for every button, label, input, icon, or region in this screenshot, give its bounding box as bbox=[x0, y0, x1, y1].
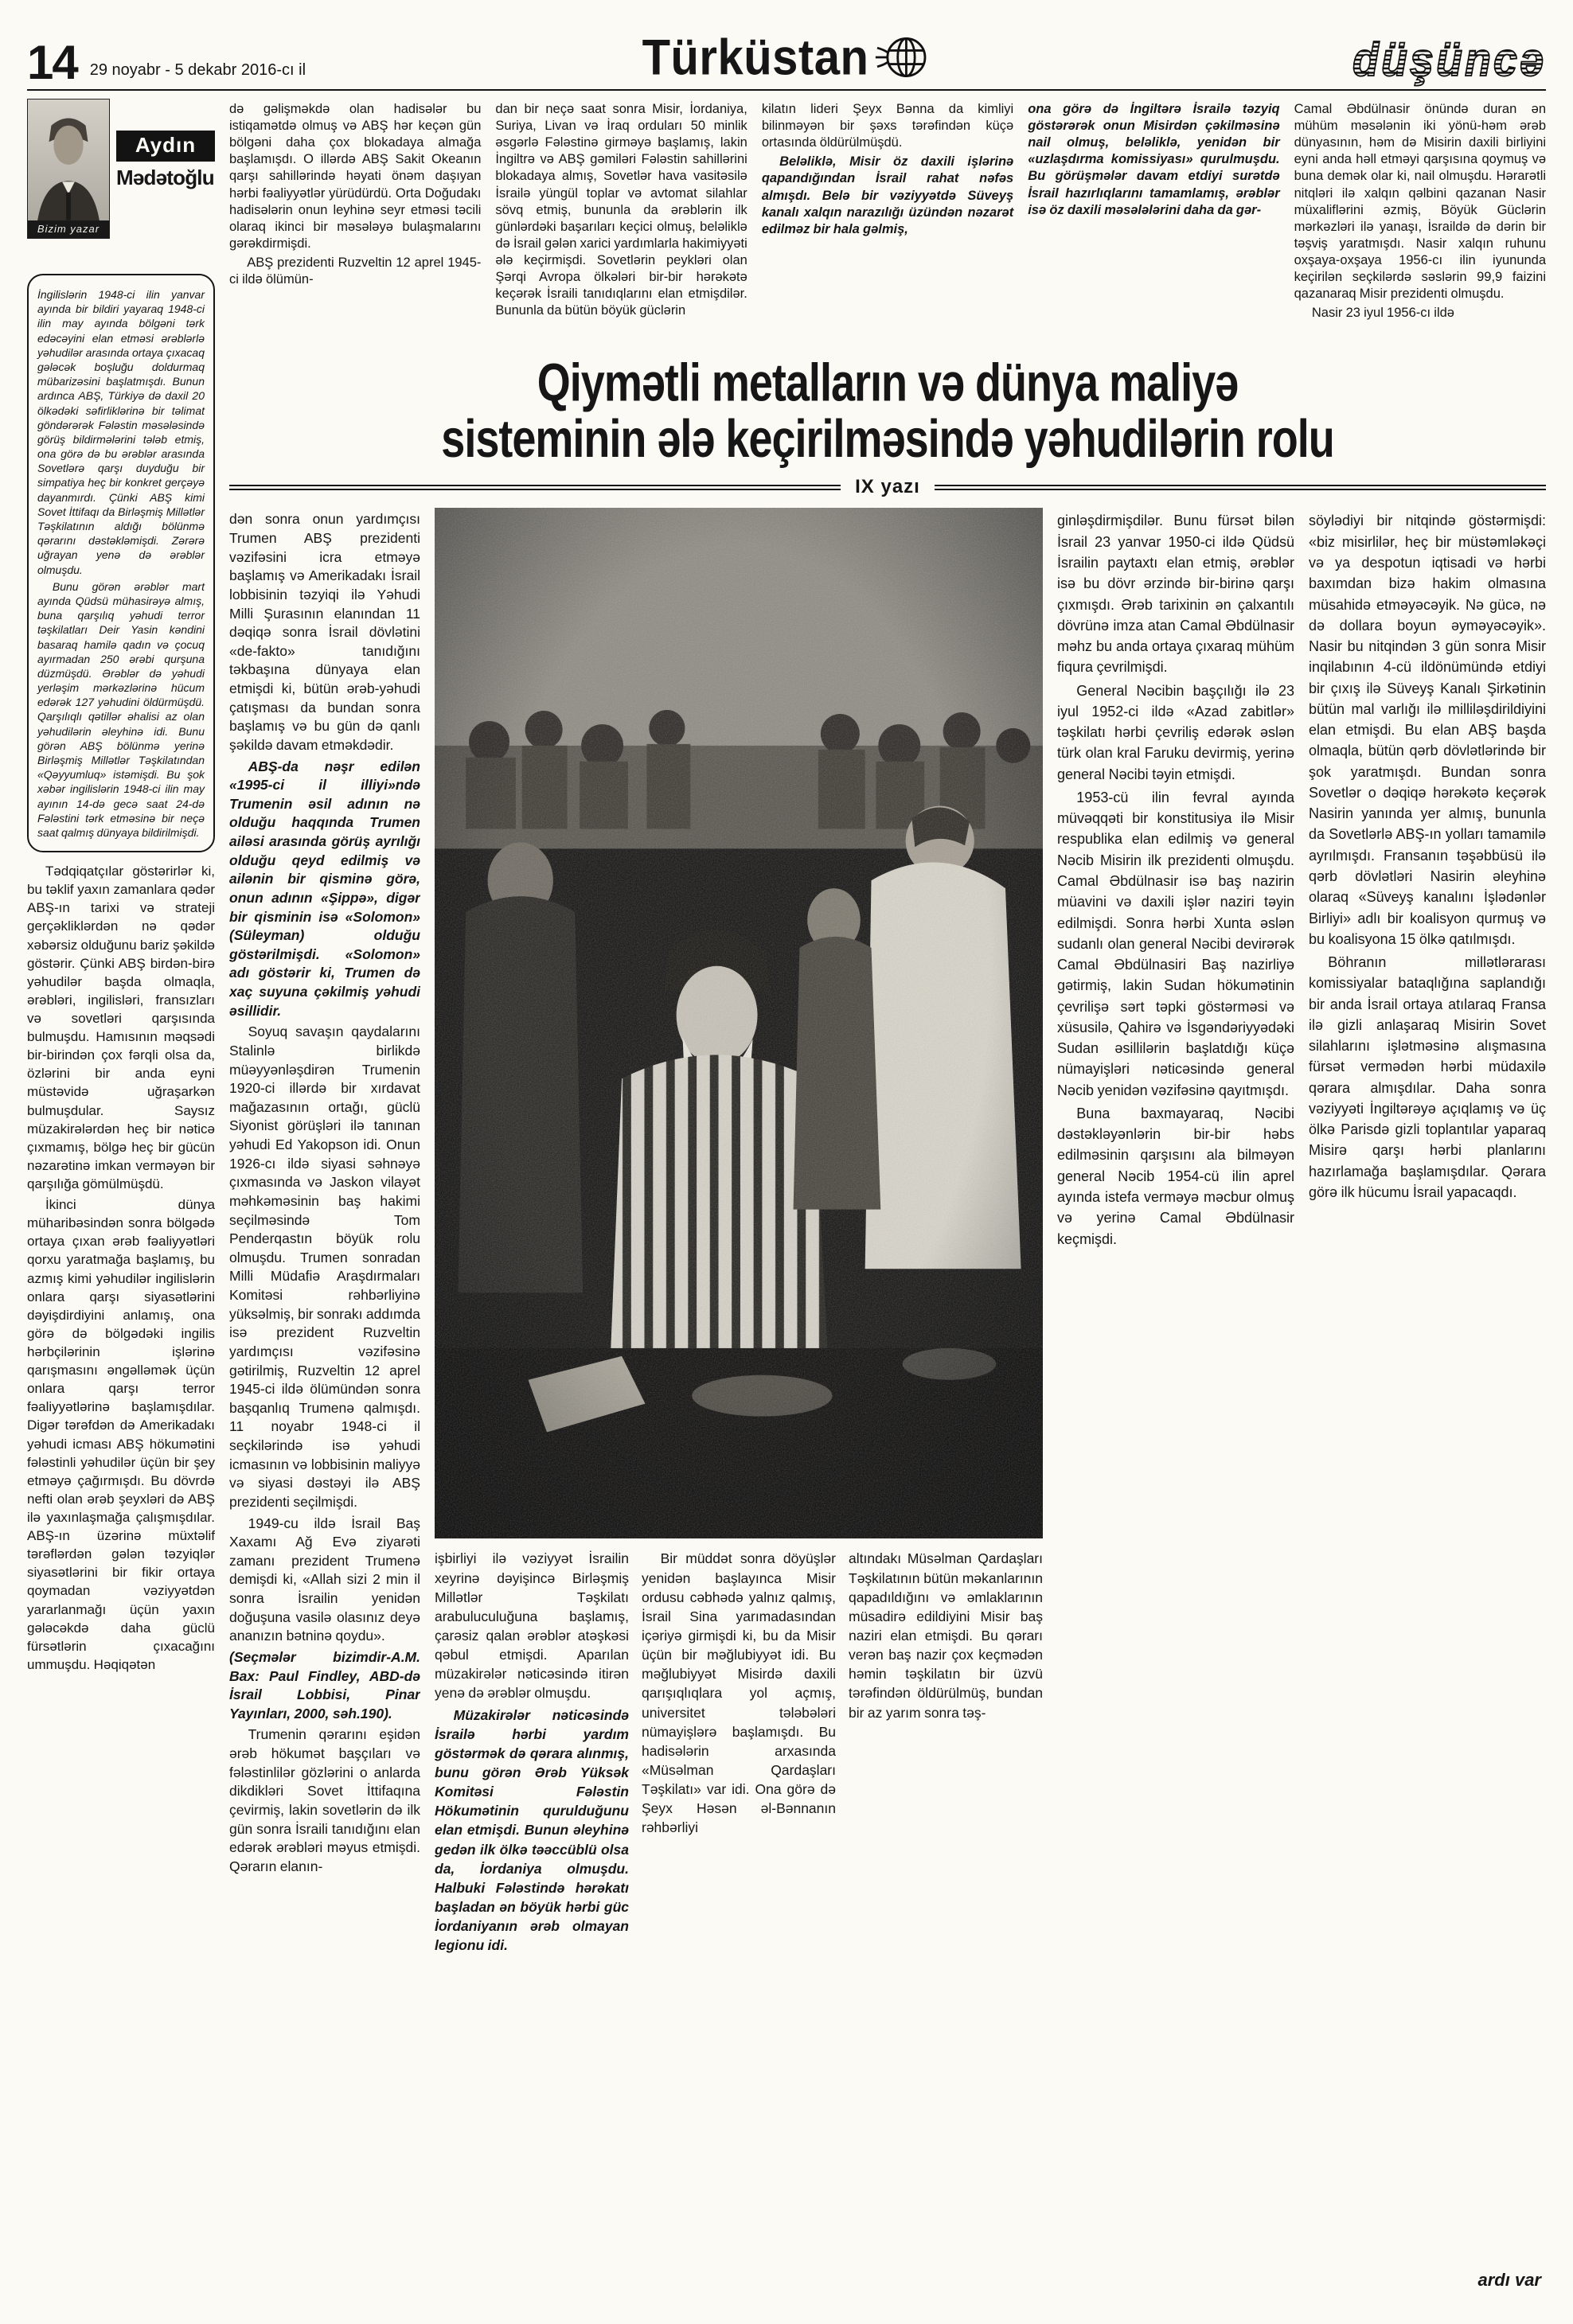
paragraph: Nasir 23 iyul 1956-cı ildə bbox=[1311, 306, 1454, 321]
main-area bbox=[229, 99, 1546, 2292]
paragraph: söylədiyi bir nitqində göstərmişdi: «biz misirlilər, heç bir müstəmləkəçi və ya despotun iqtisadi və hərbi baxımdan bizə hakim olmasına müsahidə etməyəcəyik. Nə gücə, nə də dollara boyun əyməyəcəyik». Nasir bu nitqindən 3 gün sonra Misir inqilabının 4-cü ildönümündə etdiyi bir çıxış ilə Süveyş Kanalı Şirkətinin bütün mal varlığı ilə milliləşdirildiyini elan etmişdi. Bu elan ABŞ başda olmaqla, bütün qərb dövlətlərində bir şok yaratmışdı. Bundan sonra Sovetlər o dəqiqə hərəkətə keçərək Nasirin yanında yer almış, bununla da Sovetlərlə ABŞ-ın yolları tamamilə ayrılmışdı. Fransanın təşəbbüsü ilə qərb dövlətləri Nasirin əleyhinə olaraq «Süveyş kanalını İşlədənlər Birliyi» adlı bir koalisyon qurmuş və bu koalisyona 15 ölkə qatılmışdı. bbox=[1309, 513, 1546, 947]
paragraph: Bir müddət sonra döyüşlər yenidən başlayınca Misir ordusu cəbhədə yalnız qalmış, İsrail Sina yarımadasından içəriyə girmişdi ki, bu da Misir üçün bir məğlubiyyət idi. Bu məğlubiyyət Misirdə daxili qarışıqlıqlara yol açmış, universitet tələbələri nümayişlərə başlamışdı. Bu hadisələrin arxasında «Müsəlman Qardaşları Təşkilatı» var idi. Ona görə də Şeyx Həsən əl-Bənnanın rəhbərliyi bbox=[642, 1550, 836, 1836]
page-body bbox=[27, 99, 1546, 2292]
paragraph: Soyuq savaşın qaydalarını Stalinlə birlikdə müəyyənləşdirən Trumenin 1920-ci illərdə bir xırdavat mağazasının ortağı, güclü Siyonist görüşləri ilə tanınan yəhudi Ed Yakopson idi. Onun 1926-cı ildə siyasi səhnəyə çıxmasında və Jaskon vilayət məhkəməsinin baş hakimi seçilməsində Tom Penderqastın böyük rolu olmuşdu. Trumen sonradan Milli Müdafiə Araşdırmaları Komitəsi rəhbərliyinə yüksəlmiş, bir sonrakı addımda isə prezident Ruzveltin yardımçısı vəzifəsinə gətirilmiş, Ruzveltin 12 aprel 1945-ci ildə ölümündən sonra başqanlıq Trumenə qalmışdı. 11 noyabr 1948-ci il seçkilərində isə yəhudi icmasının və lobbisinin maliyyə və siyasi dəstəyi ilə ABŞ prezidenti seçilmişdi. bbox=[229, 1024, 420, 1510]
paragraph: işbirliyi ilə vəziyyət İsrailin xeyrinə dəyişincə Birləşmiş Millətlər Təşkilatı arabuluculuğuna başlamış, çarəsiz qalan ərəblər atəşkəsi qəbul etmişdi. Aparılan müzakirələr nəticəsində itirən yenə də ərəblər olmuşdu. bbox=[435, 1550, 629, 1702]
issue-date: 29 noyabr - 5 dekabr 2016-cı il bbox=[89, 61, 306, 79]
center-block bbox=[435, 508, 1043, 2292]
body-column-right-2 bbox=[1309, 508, 1546, 2292]
top-column-3 bbox=[762, 99, 1013, 349]
author-photo bbox=[27, 99, 110, 239]
paragraph: Buna baxmayaraq, Nəcibi dəstəkləyənlərin bir-bir həbs edilməsinin qarşısını ala bilməyən general Nəcib 1954-cü ilin aprel ayında istefa verməyə məcbur olmuş və yerinə Camal Əbdülnasir keçmişdi. bbox=[1057, 1105, 1294, 1247]
below-photo-column-2 bbox=[642, 1546, 836, 2292]
paragraph: kilatın lideri Şeyx Bənna da kimliyi bilinməyən bir şəxs tərəfindən küçə ortasında öldürülmüşdü. bbox=[761, 102, 1014, 150]
series-label: IX yazı bbox=[855, 476, 920, 498]
article-photo bbox=[435, 508, 1043, 1538]
author-photo-caption: Bizim yazar bbox=[28, 220, 109, 238]
below-photo-column-1 bbox=[435, 1546, 629, 2292]
top-column-1 bbox=[229, 99, 481, 349]
paragraph: ABŞ prezidenti Ruzveltin 12 aprel 1945-ci ildə ölümün- bbox=[229, 255, 482, 287]
kicker-rule-left bbox=[229, 485, 841, 490]
paragraph: ginləşdirmişdilər. Bunu fürsət bilən İsrail 23 yanvar 1950-ci ildə Qüdsü İsrailin paytaxtı elan etmiş, ərəblər isə bu dövr ərzində bir-birinə qarşı çıxmışdı. Ərəb tarixinin ən çalxantılı dövrünə imza atan Camal Əbdülnasir məhz bu anda ortaya çıxaraq mühüm fiqura çevrilmişdi. bbox=[1057, 513, 1294, 676]
below-photo-band bbox=[435, 1546, 1043, 2292]
paragraph: Beləliklə, Misir öz daxili işlərinə qapandığından İsrail rahat nəfəs almışdı. Belə bir vəziyyətdə Süveyş kanalı xalqın narazılığı üzündən nəzarət edilməz bir hala gəlmiş, bbox=[761, 154, 1014, 236]
globe-logo-icon bbox=[872, 33, 931, 81]
author-last-name: Mədətoğlu bbox=[116, 166, 214, 189]
author-first-name: Aydın bbox=[116, 131, 215, 162]
paragraph: dan bir neçə saat sonra Misir, İordaniya, Suriya, Livan və İraq orduları 50 minlik əsgərlə Fələstinə girməyə başlamış, lakin İngiltrə və ABŞ gəmiləri Fələstin sahillərini blokadaya almış, Sovetlər hava vasitəsilə İsrailə yüngül toplar və avtomat silahlar sövq etmiş, bununla da ərəblərin ilk günlərdəki başarıları keçici olmuş, beləliklə də İsrail gələn xarici yardımlarla hakimiyyəti ələ keçirmişdi. Sovetlərin peykləri olan Şərqi Avropa ölkələri bir-bir hərəkətə keçərək İsraili tanıdıqlarını elan etmişdilər. Bununla da bütün böyük güclərin bbox=[495, 102, 747, 318]
body-column-right-1 bbox=[1057, 508, 1294, 2292]
kicker-row bbox=[229, 476, 1546, 498]
top-column-4 bbox=[1028, 99, 1279, 349]
section-label: düşüncə bbox=[1352, 33, 1546, 86]
section-label-block bbox=[1204, 35, 1546, 84]
page-number-block bbox=[27, 36, 369, 89]
body-column-right-2-text bbox=[1309, 508, 1546, 1203]
paragraph: 1953-cü ilin fevral ayında müvəqqəti bir konstitusiya ilə Misir respublika elan edilmiş və general Nəcib Misirin ilk prezidenti olmuşdu. Camal Əbdülnasir isə baş nazirin müavini və daxili işlər naziri təyin edilmişdi. Sonra hərbi Xunta əslən sudanlı olan general Nəcibi devirərək Camal Əbdülnasiri Baş nazirliyə gətirmiş, lakin Sudan hökumətinin çevrilişə sərt təpki göstərməsi və xüsusilə, Qahirə və İsgəndəriyyədəki Sudan əsillilərin başlatdığı küçə nümayişləri nəticəsində general Nəcib yenidən vəzifəsinə qayıtmışdı. bbox=[1057, 789, 1294, 1098]
headline-line-1: Qiymətli metalların və dünya maliyə bbox=[537, 353, 1239, 413]
author-card bbox=[27, 99, 215, 267]
intro-box bbox=[27, 274, 215, 852]
top-text-band bbox=[229, 99, 1546, 349]
body-column-left bbox=[229, 508, 420, 2292]
paragraph: ona görə də İngiltərə İsrailə təzyiq göstərərək onun Misirdən çəkilməsinə nail olmuş, beləliklə, yenidən bir «uzlaşdırma komissiyası» qurulmuşdu. Bu görüşmələr davam etdiyi surətdə İsrail hazırlıqlarını tamamlamış, ərəblər isə öz daxili məsələlərini daha da gər- bbox=[1028, 102, 1280, 217]
paragraph: General Nəcibin başçılığı ilə 23 iyul 1952-ci ildə «Azad zabitlər» təşkilatı hərbi çevriliş edərək əslən türk olan kral Faruku devirmiş, yerinə general Nəcibi təyin etmişdi. bbox=[1057, 682, 1294, 782]
paragraph: Müzakirələr nəticəsində İsrailə hərbi yardım göstərmək də qərara alınmış, bunu görən Ərəb Yüksək Komitəsi Fələstin Hökumətinin qurulduğunu elan etmişdi. Bunun əleyhinə gedən ilk ölkə təəccüblü olsa da, İordaniya olmuşdu. Halbuki Fələstində hərəkatı başladan ən böyük hərbi güc İordaniyanın ərəb olmayan legionu idi. bbox=[435, 1706, 629, 1954]
masthead-title: Türküstan bbox=[642, 29, 869, 86]
article-body bbox=[229, 508, 1546, 2292]
paragraph: İkinci dünya müharibəsindən sonra bölgədə ortaya çıxan ərəb fəaliyyətləri qorxu yaratmağa başlamış, bu azmış kimi yəhudilər ingilislərin onlara qarşı siyasətlərini dəyişdirdiyini anlamış, ona görə də bölgədəki ingilis hərbçilərinin işlərinə qarışmasını əngəlləmək üçün onlara qarşı terror fəaliyyətlərinə başlamışdılar. Digər tərəfdən də Amerikadakı yəhudi icması ABŞ hökumətini fələstinli yəhudilər üçün bir şey etməyə çağırmışdı. Bu dövrdə nefti olan ərəb şeyxləri də ABŞ ilə yaxınlaşmağa çalışmışdılar. ABŞ-ın üzərinə müxtəlif tərəflərdən gələn təzyiqlər siyasətlərini bir fikir ortaya qoymadan vəziyyətdən yararlanmağı üçün yaxın gələcəkdə daha güclü fürsətlərin çıxacağını ummuşdu. Həqiqətən bbox=[27, 1197, 215, 1672]
top-column-5 bbox=[1294, 99, 1546, 349]
paragraph: Camal Əbdülnasir önündə duran ən mühüm məsələnin iki yönü-həm ərəb dünyasının, həm də Misirin daxili birliyini eyni anda həll etməyi qarşısına qoymuş və buna demək olar ki, nail olmuşdu. Hərarətli nitqləri ilə xalqın qəlbini qazanan Nasir müxaliflərini əzmiş, Böyük Güclərin mərkəzləri ilə yanaşı, İsraildə də dərin bir təşviş yaratmışdı. Nasir xalqın ruhunu oxşaya-oxşaya 1956-cı ilin iyununda keçirilən seçkilərdə səslərin 99,9 faizini qazanaraq Misir prezidenti olmuşdu. bbox=[1294, 102, 1546, 302]
paragraph: Tədqiqatçılar göstərirlər ki, bu təklif yaxın zamanlara qədər ABŞ-ın tarixi və strateji gerçəkliklərdən nə qədər xəbərsiz olduğunu bariz şəkildə göstərir. Çünki ABŞ birdən-birə yəhudilər başda olmaqla, ərəbləri, ingilisləri, fransızları və sovetləri qarşısında bulmuşdu. Hamısının məqsədi bir-birindən çox fərqli olsa da, özlərini bir anda eyni müstəvidə uğraşarkən bulmuşdular. Saysız müzakirələrdən heç bir nəticə çıxmamış, bölgə heç bir gücün nəzarətinə imkan verməyən bir qarşılığa gömülmüşdü. bbox=[27, 864, 215, 1191]
left-column-text bbox=[27, 862, 215, 1674]
paragraph: 1949-cu ildə İsrail Baş Xaxamı Ağ Evə ziyarəti zamanı prezident Trumenə demişdi ki, «Allah sizi 2 min il sonra İsrailin yenidən doğuşuna vasilə olasınız deyə ananızın bətninə qoydu». bbox=[229, 1515, 420, 1644]
page-header bbox=[27, 19, 1546, 89]
left-column bbox=[27, 99, 215, 2292]
headline-line-2: sisteminin ələ keçirilməsində yəhudilərin rolu bbox=[441, 409, 1334, 470]
paragraph: Trumenin qərarını eşidən ərəb hökumət başçıları və fələstinlilər gözlərini o anlarda dikdikləri Sovet İttifaqına çevirmiş, lakin sovetlərin də ilk gün sonra İsraili tanıdığını elan edərək ərəbləri məyus etmişdi. Qərarın elanın- bbox=[229, 1726, 420, 1874]
page-number: 14 bbox=[27, 36, 77, 89]
paragraph: altındakı Müsəlman Qardaşları Təşkilatının bütün məkanlarının qapadıldığını və əmlaklarının müsadirə edildiyini Misir baş naziri elan etmişdi. Bu qərarı verən baş nazir çox keçmədən həmin təşkilatın bir üzvü tərəfindən öldürülmüş, bundan bir az yarım sonra təş- bbox=[849, 1550, 1043, 1721]
article-headline bbox=[229, 355, 1546, 468]
author-name bbox=[116, 99, 215, 267]
paragraph: də gəlişməkdə olan hadisələr bu istiqamətdə olmuş və ABŞ hər keçən gün bölgəni daha çox blokadaya almağa başlamışdı. O illərdə ABŞ Sakit Okeanın qarşı sahillərində həyati önəm daşıyan hərbi fəaliyyətlər yürüdürdü. Orta Doğudakı hadisələrin onun leyhinə seyr etməsi təcili olaraq ikinci bir məsələyə bulaşmalarını gərəkdirmişdi. bbox=[229, 102, 482, 251]
paragraph: İngilislərin 1948-ci ilin yanvar ayında bir bildiri yayaraq 1948-ci ilin may ayında bölgəni tərk edəcəyini elan etməsi ərəblərlə yəhudilər arasında ortaya çıxacaq gələcək boşluğu doldurmaq mübarizəsini başlatmışdı. Bunun ardınca ABŞ, Türkiyə də daxil 20 ölkədəki səfirliklərinə bir təlimat göndərərək Fələstin məsələsində görüş bildirmələrini tələb etmiş, ona görə də bu ərəblər arasında Sovetlərə qarşı duyduğu bir simpatiya heç bir konkret gerçəyə dayanmırdı. Çünki ABŞ kimi Sovet İttifaqı da Birləşmiş Millətlər Təşkilatının aldığı bölünmə qərarını dəstəkləmişdi. Zərərə uğrayan yenə də ərəblər olmuşdu. bbox=[37, 288, 205, 576]
headline-block bbox=[229, 349, 1546, 500]
paragraph: ABŞ-da nəşr edilən «1995-ci il illiyi»ndə Trumenin əsil adının nə olduğu haqqında Trumen ailəsi arasında görüş ayrılığı olduğu qeyd edilmiş və ailənin bir qisminə görə, onun adının «Şippə», digər bir qisminin isə «Solomon» (Süleyman) olduğu göstərilmişdi. «Solomon» adı göstərir ki, Trumen də xaç suyuna çəkilmiş yəhudi əsillidir. bbox=[229, 758, 420, 1019]
to-be-continued-label: ardı var bbox=[1477, 2270, 1541, 2290]
paragraph: Bunu görən ərəblər mart ayında Qüdsü mühasirəyə almış, buna qarşılıq yəhudi terror təşkilatları Deir Yasin kəndini basaraq hamilə qadın və çocuq ayırmadan 250 ərəbi qurşuna düzmüşdü. Ərəblər də yəhudi yerləşim mərkəzlərinə hücum edərək 127 yəhudini öldürmüşdü. Qarşılıqlı qətillər əhalisi az olan yəhudilərin əleyhinə idi. Bunu görən ABŞ bölünmə yerinə Birləşmiş Millətlər Təşkilatından «Qəyyumluq» istəmişdi. Bu şok xəbər ingilislərin 1948-ci ilin may ayının 14-də gecə saat 24-də Fələstini tərk etməsinə bir neçə saat qalmış dünyaya bildirilmişdi. bbox=[37, 579, 205, 839]
paragraph: Böhranın millətlərarası komissiyalar bataqlığına saplandığı bir anda İsrail ortaya atılaraq Fransa ilə gizli anlaşaraq Misirin Sovet silahlarını işlətməsinə alışmasına fürsət vermədən hərbi müdaxilə qərara almışdılar. Daha sonra vəziyyəti İngiltərəyə açıqlamış və üç ölkə Parisdə gizli toplantılar yaparaq Misirə qarşı hərbi planlarını hazırlamağa başlamışdılar. Qərara görə ilk hücumu İsrail yapacaqdı. bbox=[1309, 954, 1546, 1200]
header-divider bbox=[27, 89, 1546, 91]
below-photo-column-3 bbox=[849, 1546, 1043, 2292]
top-column-2 bbox=[495, 99, 747, 349]
masthead bbox=[642, 31, 931, 84]
kicker-rule-right bbox=[935, 485, 1546, 490]
paragraph: dən sonra onun yardımçısı Trumen ABŞ prezidenti vəzifəsini icra etməyə başlamış və Amerikadakı İsrail lobbisinin təzyiqi ilə Yəhudi Milli Şurasının elanından 11 dəqiqə sonra İsrail dövlətini «de-fakto» tanıdığını təkbaşına dünyaya elan etmişdi ki, bütün ərəb-yəhudi çatışması da bundan sonra başlamış və bu gün də qanlı şəkildə davam etməkdədir. bbox=[229, 511, 420, 753]
paragraph: (Seçmələr bizimdir-A.M. Bax: Paul Findley, ABD-də İsrail Lobbisi, Pinar Yayınları, 2000, səh.190). bbox=[229, 1648, 420, 1722]
